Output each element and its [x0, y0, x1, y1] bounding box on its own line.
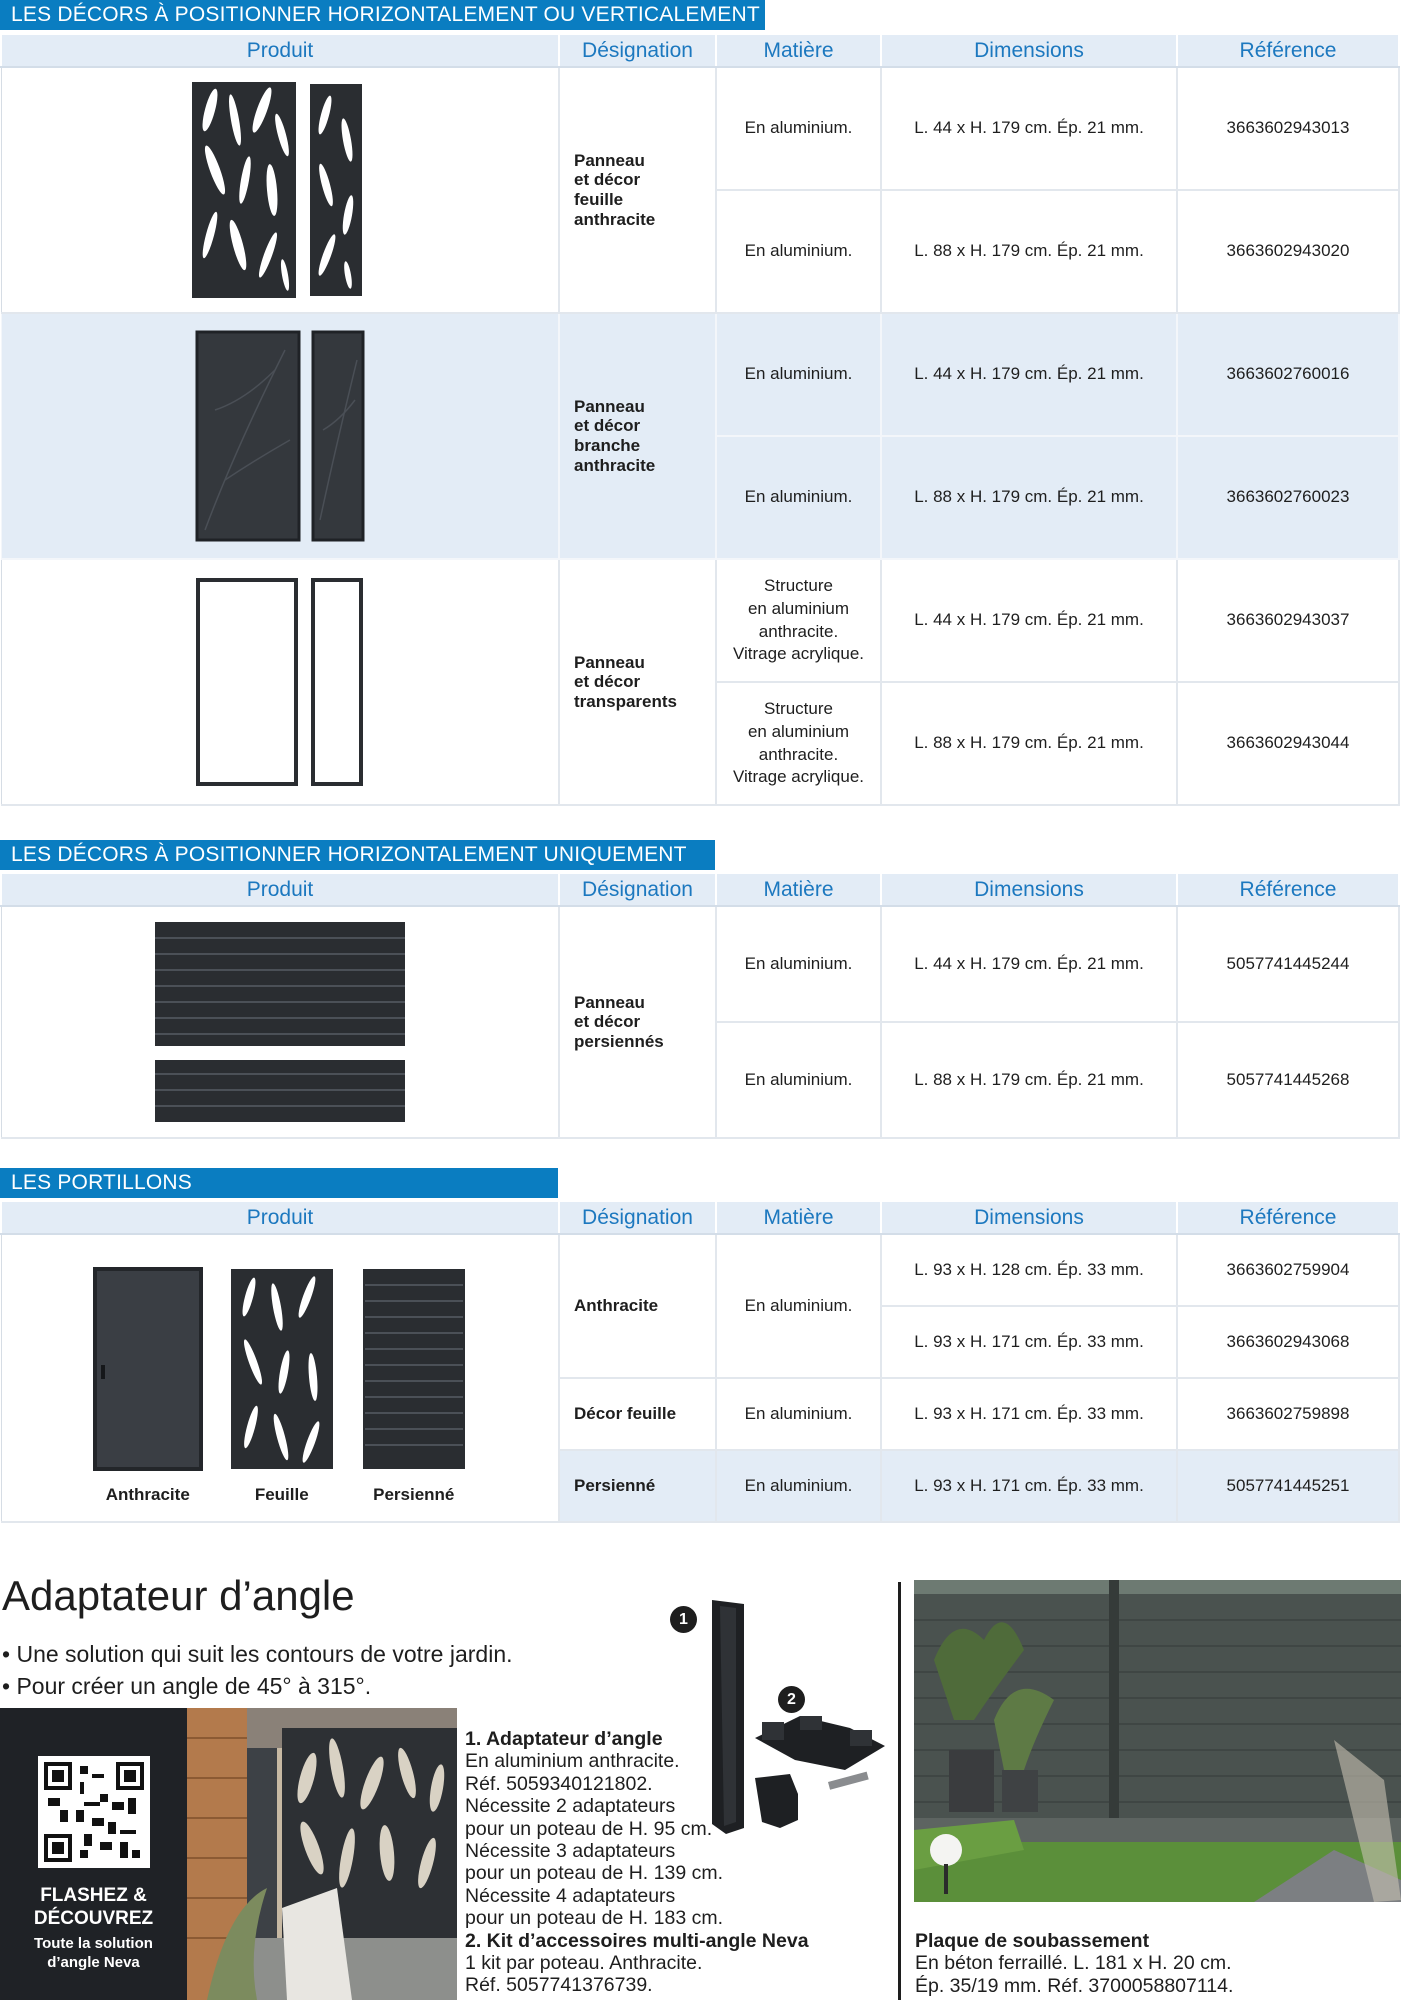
col-header-dimensions: Dimensions [881, 1201, 1177, 1234]
reference-cell: 3663602943037 [1177, 559, 1399, 682]
item1-lines: En aluminium anthracite. Réf. 5059340121802. Nécessite 2 adaptateurs pour un poteau de H. 95 cm. Nécessite 3 adaptateurs pour un poteau de H. 139 cm. Nécessite 4 adaptateurs pour un poteau de H. 183 cm. [465, 1750, 724, 1930]
dimensions-cell: L. 88 x H. 179 cm. Ép. 21 mm. [881, 1022, 1177, 1138]
product-image-cell [1, 1234, 559, 1522]
col-header-reference: Référence [1177, 1201, 1399, 1234]
designation-persiennes: Panneau et décor persiennés [559, 906, 716, 1138]
reference-cell: 3663602943013 [1177, 67, 1399, 190]
vertical-divider [898, 1582, 901, 2000]
plaque-details [915, 1930, 1335, 1997]
portillon-feuille-image [229, 1267, 335, 1471]
matiere-cell: En aluminium. [716, 1378, 881, 1450]
qr-title: FLASHEZ & DÉCOUVREZ [33, 1885, 154, 1929]
matiere-cell: Structure en aluminium anthracite. Vitrage acrylique. [716, 682, 881, 805]
bullet-item: • Une solution qui suit les contours de votre jardin. [2, 1638, 513, 1670]
table-horizontal-only [0, 872, 1400, 1139]
qr-promo-block[interactable] [0, 1708, 187, 2000]
col-header-designation: Désignation [559, 1201, 716, 1234]
section-title-horizontal-vertical: LES DÉCORS À POSITIONNER HORIZONTALEMENT OU VERTICALEMENT [0, 0, 765, 30]
col-header-dimensions: Dimensions [881, 873, 1177, 906]
plaque-soubassement-photo [914, 1580, 1401, 1902]
col-header-reference: Référence [1177, 873, 1399, 906]
reference-cell: 3663602943068 [1177, 1306, 1399, 1378]
reference-cell: 5057741445244 [1177, 906, 1399, 1022]
dimensions-cell: L. 44 x H. 179 cm. Ép. 21 mm. [881, 313, 1177, 436]
adaptateur-title: Adaptateur d’angle [2, 1572, 355, 1619]
item1-title: 1. Adaptateur d’angle [465, 1728, 663, 1750]
section-title-horizontal-only: LES DÉCORS À POSITIONNER HORIZONTALEMENT UNIQUEMENT [0, 840, 715, 870]
matiere-cell: En aluminium. [716, 1450, 881, 1522]
reference-cell: 5057741445268 [1177, 1022, 1399, 1138]
caption-feuille: Feuille [254, 1485, 309, 1504]
plaque-title: Plaque de soubassement [915, 1930, 1150, 1952]
dimensions-cell: L. 44 x H. 179 cm. Ép. 21 mm. [881, 559, 1177, 682]
col-header-produit: Produit [1, 1201, 559, 1234]
dimensions-cell: L. 44 x H. 179 cm. Ép. 21 mm. [881, 67, 1177, 190]
product-image-cell [1, 67, 559, 313]
col-header-designation: Désignation [559, 34, 716, 67]
table-row [1, 559, 1399, 682]
item2-lines: 1 kit par poteau. Anthracite. Réf. 5057741376739. [465, 1952, 703, 1997]
designation-transparents: Panneau et décor transparents [559, 559, 716, 805]
dimensions-cell: L. 93 x H. 171 cm. Ép. 33 mm. [881, 1450, 1177, 1522]
product-image-cell [1, 559, 559, 805]
reference-cell: 3663602759904 [1177, 1234, 1399, 1306]
col-header-designation: Désignation [559, 873, 716, 906]
badge-1: 1 [670, 1606, 697, 1633]
adaptateur-details [465, 1728, 865, 1997]
table-row [1, 1234, 1399, 1306]
dimensions-cell: L. 88 x H. 179 cm. Ép. 21 mm. [881, 436, 1177, 559]
designation-branche: Panneau et décor branche anthracite [559, 313, 716, 559]
qr-code-icon[interactable] [38, 1756, 150, 1868]
col-header-matiere: Matière [716, 34, 881, 67]
matiere-cell: En aluminium. [716, 436, 881, 559]
matiere-cell: En aluminium. [716, 906, 881, 1022]
table-row [1, 906, 1399, 1022]
adaptateur-bullets [2, 1638, 513, 1702]
portillon-persienne [361, 1267, 467, 1507]
reference-cell: 3663602760016 [1177, 313, 1399, 436]
matiere-cell: Structure en aluminium anthracite. Vitrage acrylique. [716, 559, 881, 682]
col-header-produit: Produit [1, 34, 559, 67]
table-portillons [0, 1200, 1400, 1523]
dimensions-cell: L. 93 x H. 171 cm. Ép. 33 mm. [881, 1378, 1177, 1450]
matiere-cell: En aluminium. [716, 1234, 881, 1378]
matiere-cell: En aluminium. [716, 313, 881, 436]
matiere-cell: En aluminium. [716, 1022, 881, 1138]
dimensions-cell: L. 88 x H. 179 cm. Ép. 21 mm. [881, 682, 1177, 805]
table-horizontal-vertical [0, 33, 1400, 806]
caption-persienne: Persienné [373, 1485, 455, 1504]
table-row [1, 313, 1399, 436]
panel-feuille-image [190, 80, 370, 300]
section-title-portillons: LES PORTILLONS [0, 1168, 558, 1198]
reference-cell: 3663602943020 [1177, 190, 1399, 313]
portillon-anthracite-image [93, 1267, 203, 1471]
portillon-anthracite [93, 1267, 203, 1507]
matiere-cell: En aluminium. [716, 67, 881, 190]
col-header-matiere: Matière [716, 873, 881, 906]
dimensions-cell: L. 93 x H. 171 cm. Ép. 33 mm. [881, 1306, 1177, 1378]
matiere-cell: En aluminium. [716, 190, 881, 313]
col-header-produit: Produit [1, 873, 559, 906]
panel-branche-image [195, 330, 365, 542]
panel-transparent-image [195, 577, 365, 787]
col-header-reference: Référence [1177, 34, 1399, 67]
product-image-cell [1, 906, 559, 1138]
item2-title: 2. Kit d’accessoires multi-angle Neva [465, 1929, 809, 1952]
garden-panel-photo [187, 1708, 457, 2000]
dimensions-cell: L. 44 x H. 179 cm. Ép. 21 mm. [881, 906, 1177, 1022]
col-header-matiere: Matière [716, 1201, 881, 1234]
table-row [1, 67, 1399, 190]
reference-cell: 3663602943044 [1177, 682, 1399, 805]
portillon-persienne-image [361, 1267, 467, 1471]
reference-cell: 5057741445251 [1177, 1450, 1399, 1522]
designation-feuille: Panneau et décor feuille anthracite [559, 67, 716, 313]
qr-subtitle: Toute la solution d’angle Neva [34, 1935, 153, 1971]
dimensions-cell: L. 93 x H. 128 cm. Ép. 33 mm. [881, 1234, 1177, 1306]
reference-cell: 3663602760023 [1177, 436, 1399, 559]
col-header-dimensions: Dimensions [881, 34, 1177, 67]
designation-decor-feuille: Décor feuille [559, 1378, 716, 1450]
dimensions-cell: L. 88 x H. 179 cm. Ép. 21 mm. [881, 190, 1177, 313]
panel-persienne-image [153, 920, 407, 1124]
reference-cell: 3663602759898 [1177, 1378, 1399, 1450]
caption-anthracite: Anthracite [105, 1485, 190, 1504]
bullet-item: • Pour créer un angle de 45° à 315°. [2, 1670, 513, 1702]
designation-persienne: Persienné [559, 1450, 716, 1522]
product-image-cell [1, 313, 559, 559]
designation-anthracite: Anthracite [559, 1234, 716, 1378]
badge-2: 2 [778, 1686, 805, 1713]
portillon-feuille [229, 1267, 335, 1507]
plaque-lines: En béton ferraillé. L. 181 x H. 20 cm. Ép. 35/19 mm. Réf. 3700058807114. [915, 1952, 1234, 1997]
